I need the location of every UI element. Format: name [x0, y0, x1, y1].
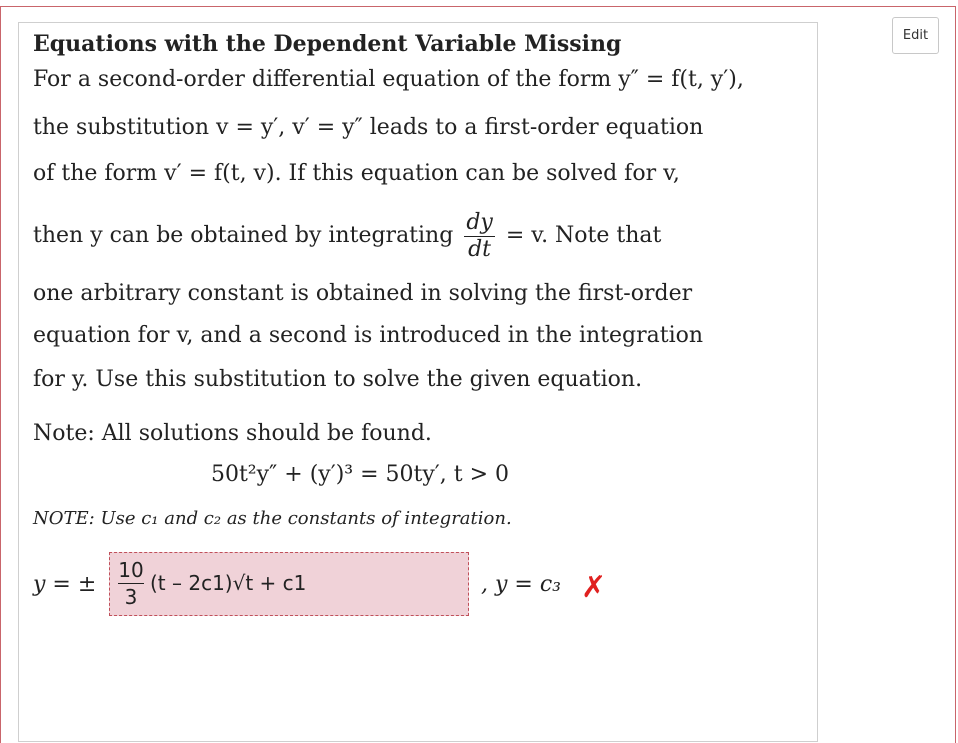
- answer-fraction: [118, 557, 144, 610]
- line4-prefix: then y can be obtained by integrating: [33, 223, 454, 248]
- answer-label: y = ±: [33, 572, 97, 597]
- problem-note: Note: All solutions should be found.: [33, 421, 432, 446]
- answer-fraction-denominator: 3: [124, 585, 138, 609]
- answer-expression: (t – 2c1)√t + c1: [150, 571, 307, 595]
- problem-text-line-6: equation for v, and a second is introduced in the integration: [33, 323, 704, 348]
- problem-text-line-4: [33, 208, 661, 264]
- incorrect-icon: ✗: [581, 570, 607, 605]
- problem-text-line-2: the substitution v = y′, v′ = y″ leads to a first-order equation: [33, 115, 704, 140]
- constants-note: NOTE: Use c₁ and c₂ as the constants of integration.: [33, 508, 512, 529]
- edit-button[interactable]: Edit: [892, 17, 939, 54]
- answer-fraction-numerator: 10: [118, 558, 144, 582]
- given-equation: [0, 462, 800, 487]
- answer-input[interactable]: [109, 552, 469, 616]
- problem-text-line-3: of the form v′ = f(t, v). If this equation can be solved for v,: [33, 161, 680, 186]
- fraction-denominator: dt: [468, 236, 492, 262]
- problem-text-line-1: For a second-order differential equation of the form y″ = f(t, y′),: [33, 67, 744, 92]
- answer-suffix: , y = c₃: [481, 572, 561, 597]
- dy-dt-fraction: [464, 210, 495, 263]
- problem-text-line-7: for y. Use this substitution to solve the given equation.: [33, 367, 643, 392]
- problem-text-line-5: one arbitrary constant is obtained in solving the first-order: [33, 281, 693, 306]
- fraction-numerator: dy: [466, 209, 493, 235]
- equation-text: 50t²y″ + (y′)³ = 50ty′, t > 0: [210, 462, 510, 487]
- problem-title: Equations with the Dependent Variable Missing: [33, 31, 622, 57]
- line4-suffix: = v. Note that: [505, 223, 662, 248]
